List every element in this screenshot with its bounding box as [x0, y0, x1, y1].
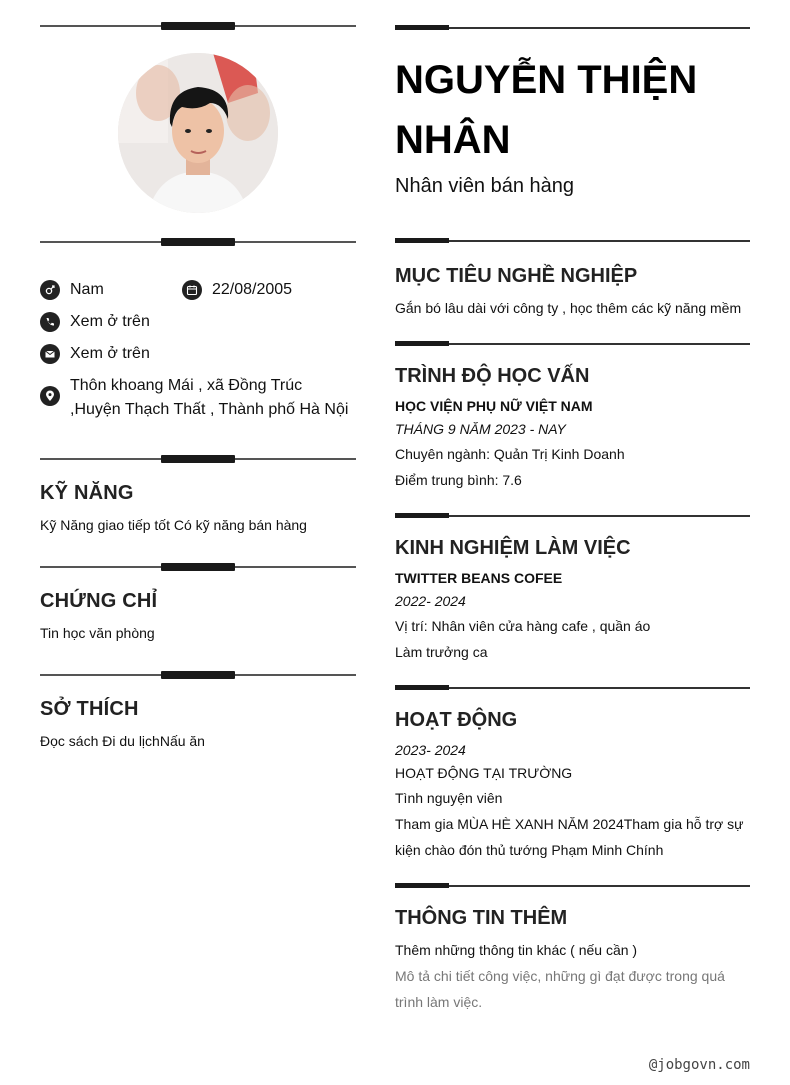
skills-text: Kỹ Năng giao tiếp tốt Có kỹ năng bán hàng [40, 517, 307, 533]
divider [40, 455, 356, 463]
email-value: Xem ở trên [70, 345, 150, 362]
footer-watermark: @jobgovn.com [648, 1057, 750, 1073]
activities-period: 2023- 2024 [395, 742, 466, 758]
divider [40, 563, 356, 571]
education-title: TRÌNH ĐỘ HỌC VẤN [395, 365, 590, 387]
email-row [40, 342, 150, 366]
address-value: Thôn khoang Mái , xã Đồng Trúc ,Huyện Thạch Thất , Thành phố Hà Nội [70, 377, 349, 418]
activities-title: HOẠT ĐỘNG [395, 709, 518, 731]
phone-value: Xem ở trên [70, 313, 150, 330]
hobbies-title: SỞ THÍCH [40, 698, 139, 720]
education-gpa: Điểm trung bình: 7.6 [395, 472, 522, 488]
gender-row [40, 278, 104, 302]
objective-title: MỤC TIÊU NGHỀ NGHIỆP [395, 265, 638, 287]
experience-title: KINH NGHIỆM LÀM VIỆC [395, 537, 631, 559]
gender-value: Nam [70, 281, 104, 298]
extra-title: THÔNG TIN THÊM [395, 907, 568, 929]
avatar-photo [118, 53, 278, 213]
divider [395, 513, 750, 519]
divider [395, 341, 750, 347]
phone-row [40, 310, 150, 334]
extra-text: Thêm những thông tin khác ( nếu cần ) [395, 942, 638, 958]
divider [40, 238, 356, 246]
experience-period: 2022- 2024 [395, 593, 466, 609]
activities-role: Tình nguyện viên [395, 790, 503, 806]
avatar [118, 53, 278, 213]
activities-detail: Tham gia MÙA HÈ XANH NĂM 2024Tham gia hỗ trợ sự kiện chào đón thủ tướng Phạm Minh Chính [395, 816, 744, 858]
education-major: Chuyên ngành: Quản Trị Kinh Doanh [395, 446, 625, 462]
education-period: THÁNG 9 NĂM 2023 - NAY [395, 421, 566, 437]
candidate-name: NGUYỄN THIỆN NHÂN [395, 58, 698, 162]
divider [395, 25, 750, 31]
extra-hint: Mô tả chi tiết công việc, những gì đạt được trong quá trình làm việc. [395, 968, 725, 1010]
experience-position: Vị trí: Nhân viên cửa hàng cafe , quần áo [395, 618, 651, 634]
skills-title: KỸ NĂNG [40, 482, 134, 504]
divider [40, 671, 356, 679]
dob-row [182, 278, 292, 302]
education-school: HỌC VIỆN PHỤ NỮ VIỆT NAM [395, 398, 593, 414]
hobbies-text: Đọc sách Đi du lịchNấu ăn [40, 733, 205, 749]
location-icon [40, 386, 60, 406]
objective-text: Gắn bó lâu dài với công ty , học thêm các kỹ năng mềm [395, 300, 742, 316]
certificates-text: Tin học văn phòng [40, 625, 155, 641]
divider [395, 238, 750, 244]
experience-detail: Làm trưởng ca [395, 644, 488, 660]
divider [40, 22, 356, 30]
candidate-role: Nhân viên bán hàng [395, 175, 575, 197]
calendar-icon [182, 280, 202, 300]
email-icon [40, 344, 60, 364]
experience-company: TWITTER BEANS COFEE [395, 570, 563, 586]
activities-org: HOẠT ĐỘNG TẠI TRƯỜNG [395, 765, 573, 781]
phone-icon [40, 312, 60, 332]
certificates-title: CHỨNG CHỈ [40, 590, 158, 612]
divider [395, 685, 750, 691]
gender-icon [40, 280, 60, 300]
divider [395, 883, 750, 889]
dob-value: 22/08/2005 [212, 281, 293, 298]
address-row [40, 374, 356, 422]
